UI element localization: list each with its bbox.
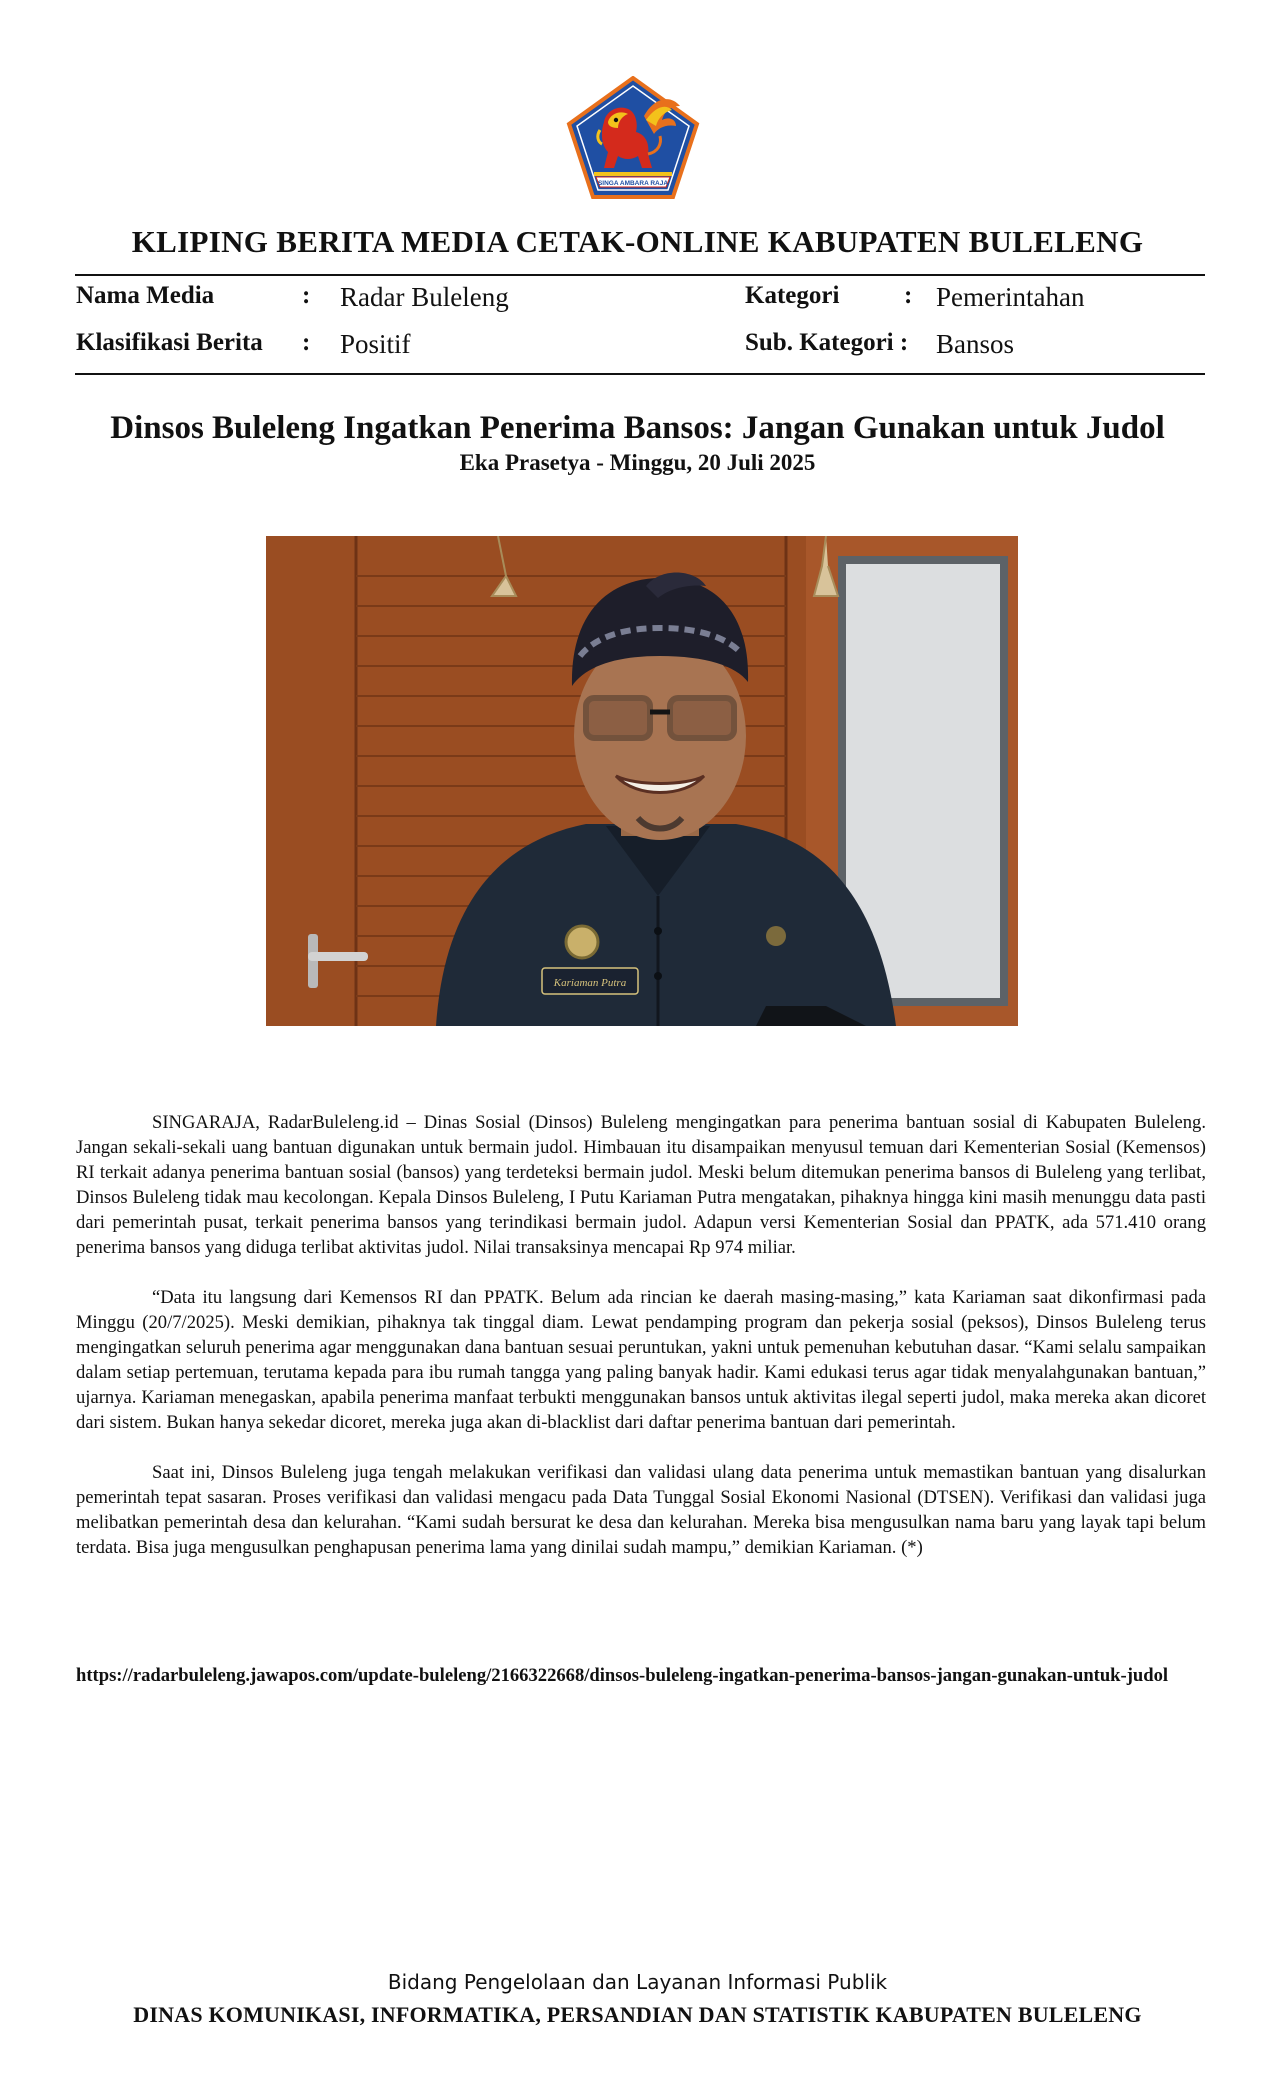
subcategory-value: Bansos bbox=[936, 329, 1015, 359]
media-label: Nama Media bbox=[76, 282, 215, 309]
footer-unit: Bidang Pengelolaan dan Layanan Informasi Publik bbox=[387, 1970, 888, 1994]
name-badge: Kariaman Putra bbox=[553, 977, 627, 989]
article-paragraph-3: Saat ini, Dinsos Buleleng juga tengah melakukan verifikasi dan validasi ulang data penerima untuk memastikan bantuan yang disalurkan pemerintah tepat sasaran. Proses verifikasi dan validasi mengacu pada Data Tunggal Sosial Ekonomi Nasional (DTSEN). Verifikasi dan validasi juga melibatkan pemerintah desa dan kelurahan. “Kami sudah bersurat ke desa dan kelurahan. Mereka bisa mengusulkan nama baru yang layak tapi belum terdata. Bisa juga mengusulkan penghapusan penerima lama yang dinilai sudah mampu,” demikian Kariaman. (*) bbox=[76, 1462, 1206, 1558]
media-value: Radar Buleleng bbox=[340, 282, 509, 312]
media-colon: : bbox=[302, 282, 311, 309]
source-link[interactable]: https://radarbuleleng.jawapos.com/update-buleleng/2166322668/dinsos-buleleng-ingatkan-penerima-bansos-jangan-gunakan-untuk-judol bbox=[76, 1665, 1169, 1686]
category-colon: : bbox=[904, 282, 913, 309]
buleleng-logo bbox=[566, 76, 700, 200]
article-body bbox=[76, 1110, 1206, 1585]
header-rule-bottom bbox=[75, 373, 1205, 375]
article-photo bbox=[266, 536, 1018, 1026]
header-rule-top bbox=[75, 274, 1205, 276]
page-title: KLIPING BERITA MEDIA CETAK-ONLINE KABUPATEN BULELENG bbox=[131, 224, 1144, 259]
subcategory-label: Sub. Kategori : bbox=[745, 329, 909, 356]
footer-agency: DINAS KOMUNIKASI, INFORMATIKA, PERSANDIAN DAN STATISTIK KABUPATEN BULELENG bbox=[133, 2002, 1142, 2027]
category-value: Pemerintahan bbox=[936, 282, 1085, 312]
category-label: Kategori bbox=[745, 282, 840, 309]
article-title: Dinsos Buleleng Ingatkan Penerima Bansos: Jangan Gunakan untuk Judol bbox=[110, 410, 1165, 446]
classification-colon: : bbox=[302, 329, 311, 356]
article-paragraph-2: “Data itu langsung dari Kemensos RI dan PPATK. Belum ada rincian ke daerah masing-masing,” kata Kariaman saat dikonfirmasi pada Minggu (20/7/2025). Meski demikian, pihaknya tak tinggal diam. Lewat pendamping program dan pekerja sosial (peksos), Dinsos Buleleng terus mengingatkan seluruh penerima agar menggunakan dana bantuan sesuai peruntukan, yakni untuk pemenuhan kebutuhan dasar. “Kami selalu sampaikan dalam setiap pertemuan, terutama kepada para ibu rumah tangga yang paling banyak hadir. Kami edukasi terus agar tidak menyalahgunakan bantuan,” ujarnya. Kariaman menegaskan, apabila penerima manfaat terbukti menggunakan bansos untuk aktivitas ilegal seperti judol, maka mereka akan dicoret dari sistem. Bukan hanya sekedar dicoret, mereka juga akan di-blacklist dari daftar penerima bantuan dari pemerintah. bbox=[76, 1287, 1206, 1433]
logo-motto: SINGA AMBARA RAJA bbox=[597, 180, 669, 187]
article-paragraph-1: SINGARAJA, RadarBuleleng.id – Dinas Sosial (Dinsos) Buleleng mengingatkan para penerima bantuan sosial di Kabupaten Buleleng. Jangan sekali-sekali uang bantuan digunakan untuk bermain judol. Himbauan itu disampaikan menyusul temuan dari Kementerian Sosial (Kemensos) RI terkait adanya penerima bantuan sosial (bansos) yang terdeteksi bermain judol. Meski belum ditemukan penerima bansos di Buleleng yang terlibat, Dinsos Buleleng tidak mau kecolongan. Kepala Dinsos Buleleng, I Putu Kariaman Putra mengatakan, pihaknya hingga kini masih menunggu data pasti dari pemerintah pusat, terkait penerima bansos yang terindikasi bermain judol. Adapun versi Kementerian Sosial dan PPATK, ada 571.410 orang penerima bansos yang diduga terlibat aktivitas judol. Nilai transaksinya mencapai Rp 974 miliar. bbox=[76, 1112, 1206, 1258]
classification-value: Positif bbox=[340, 329, 411, 359]
classification-label: Klasifikasi Berita bbox=[76, 329, 263, 356]
article-byline: Eka Prasetya - Minggu, 20 Juli 2025 bbox=[459, 450, 816, 475]
